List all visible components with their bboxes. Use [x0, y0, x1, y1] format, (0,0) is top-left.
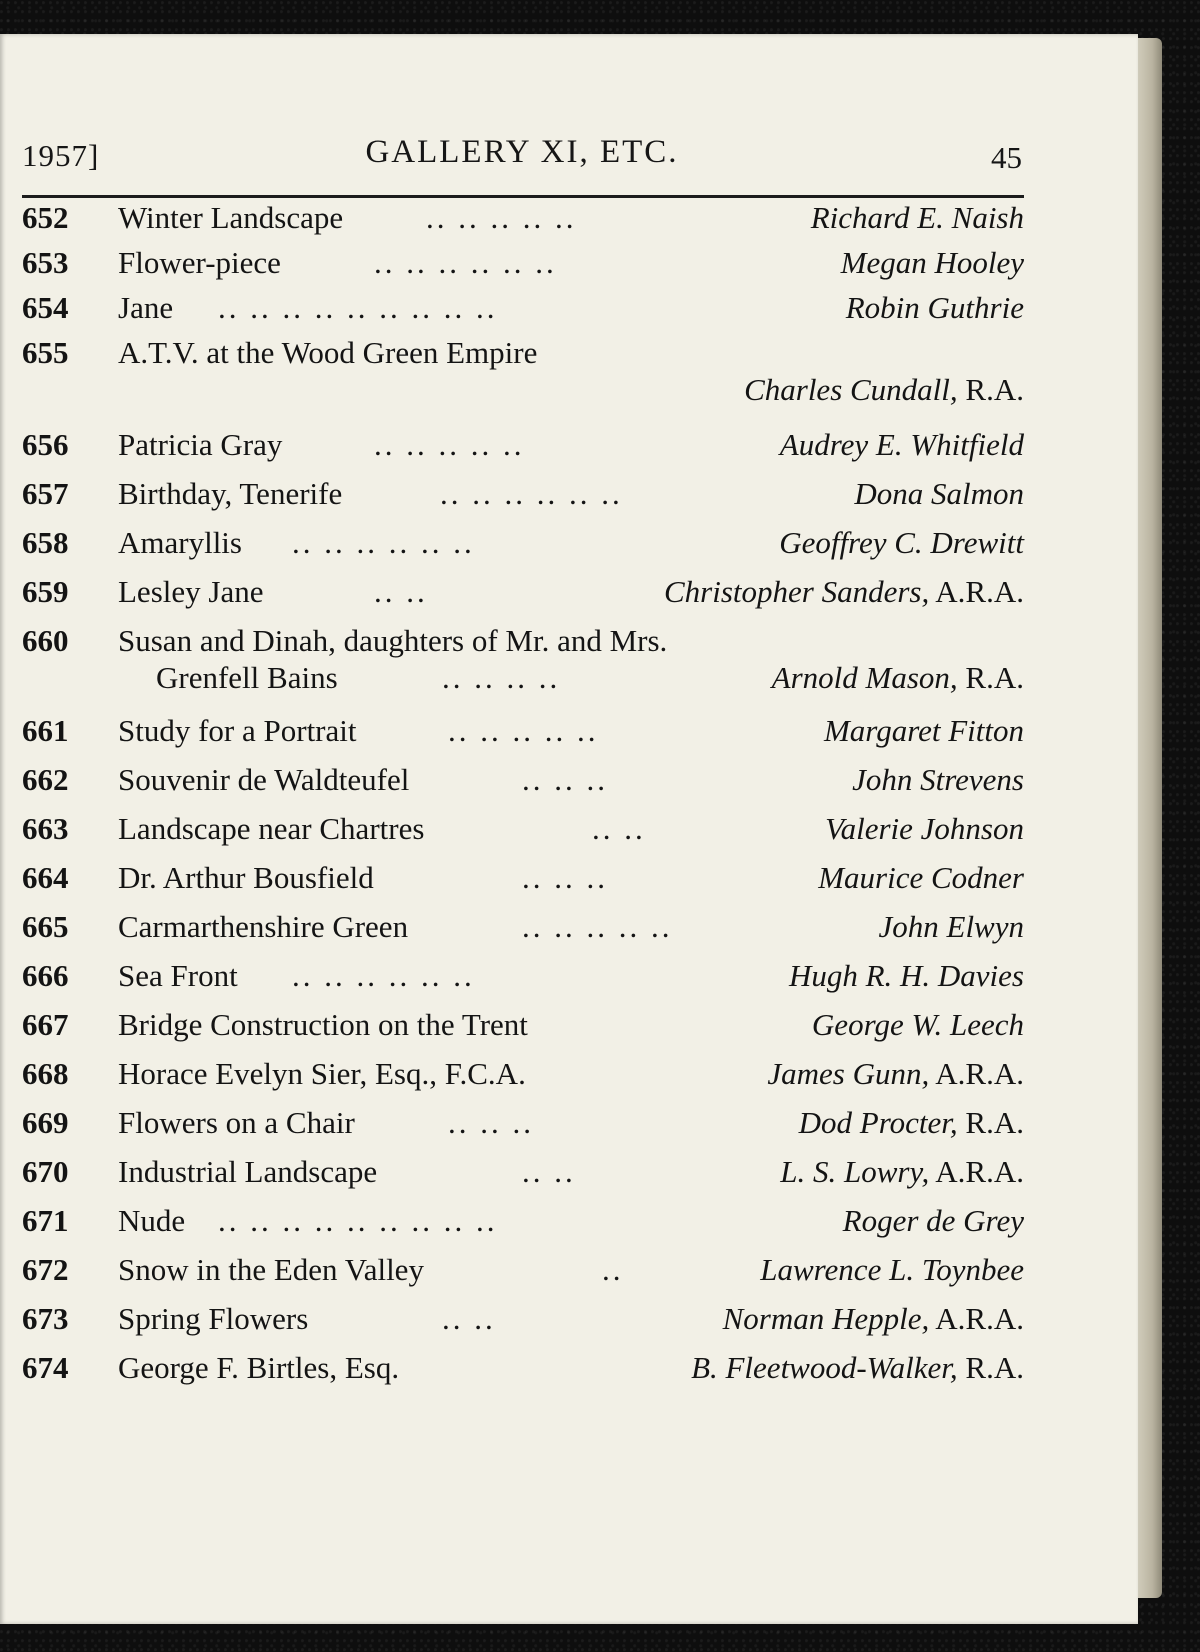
- entry-title: Snow in the Eden Valley: [118, 1252, 424, 1287]
- entry-artist: [852, 762, 1024, 798]
- entry-artist: [744, 372, 1024, 408]
- entry-title: Landscape near Chartres: [118, 811, 425, 846]
- entry-title: Susan and Dinah, daughters of Mr. and Mrs.: [118, 623, 668, 658]
- entry-number: 653: [22, 245, 69, 280]
- artist-name: Lawrence L. Toynbee: [760, 1252, 1024, 1287]
- leader-dots: .. .. .. .. ..: [448, 713, 599, 748]
- artist-suffix: R.A.: [957, 660, 1024, 695]
- leader-dots: .. .. .. .. .. ..: [440, 476, 623, 511]
- entry-artist: [779, 525, 1024, 561]
- entry-number: 664: [22, 860, 69, 895]
- entry-artist: [825, 811, 1024, 847]
- entry-number: 659: [22, 574, 69, 609]
- entry-artist: [843, 1203, 1024, 1239]
- entry-title: Industrial Landscape: [118, 1154, 378, 1189]
- entry-number: 665: [22, 909, 69, 944]
- entry-number: 652: [22, 200, 69, 235]
- entry-title: Nude: [118, 1203, 186, 1238]
- entry-artist: [691, 1350, 1024, 1386]
- entry-title: Amaryllis: [118, 525, 242, 560]
- header-year: 1957]: [22, 138, 100, 173]
- artist-suffix: A.R.A.: [929, 1154, 1024, 1189]
- entry-number: 658: [22, 525, 69, 560]
- artist-name: Dod Procter,: [798, 1105, 958, 1140]
- entry-title: A.T.V. at the Wood Green Empire: [118, 335, 538, 370]
- leader-dots: .. .. ..: [522, 860, 608, 895]
- leader-dots: .. .. .. .. .. .. .. .. ..: [218, 1203, 498, 1238]
- leader-dots: .. .. .. .. ..: [374, 427, 525, 462]
- artist-suffix: R.A.: [957, 1105, 1024, 1140]
- entry-artist: [723, 1301, 1024, 1337]
- entry-artist: [664, 574, 1024, 610]
- entry-title-continued: Grenfell Bains: [156, 660, 338, 695]
- entry-number: 668: [22, 1056, 69, 1091]
- artist-name: John Elwyn: [878, 909, 1024, 944]
- entry-artist: [811, 200, 1024, 236]
- artist-name: Megan Hooley: [840, 245, 1024, 280]
- entry-title: Flower-piece: [118, 245, 281, 280]
- entry-artist: [879, 909, 1025, 945]
- entry-number: 661: [22, 713, 69, 748]
- artist-name: Charles Cundall,: [744, 372, 958, 407]
- entry-artist: [789, 958, 1024, 994]
- leader-dots: .. .. ..: [448, 1105, 534, 1140]
- entry-number: 670: [22, 1154, 69, 1189]
- entry-number: 669: [22, 1105, 69, 1140]
- artist-name: Valerie Johnson: [825, 811, 1024, 846]
- entry-number: 655: [22, 335, 69, 370]
- entry-artist: [767, 1056, 1024, 1092]
- artist-name: John Strevens: [852, 762, 1024, 797]
- artist-name: Margaret Fitton: [823, 713, 1024, 748]
- entry-title: Flowers on a Chair: [118, 1105, 355, 1140]
- entry-number: 656: [22, 427, 69, 462]
- entry-number: 663: [22, 811, 69, 846]
- entry-number: 657: [22, 476, 69, 511]
- entry-number: 674: [22, 1350, 69, 1385]
- entry-title: Lesley Jane: [118, 574, 264, 609]
- leader-dots: .. .. .. .. ..: [426, 200, 577, 235]
- entry-artist: [818, 860, 1024, 896]
- entry-title: Patricia Gray: [118, 427, 283, 462]
- entry-title: Horace Evelyn Sier, Esq., F.C.A.: [118, 1056, 526, 1091]
- entry-title: Winter Landscape: [118, 200, 344, 235]
- entry-artist: [846, 290, 1024, 326]
- leader-dots: .. .. .. .. ..: [522, 909, 673, 944]
- leader-dots: .. .. .. .. .. ..: [374, 245, 557, 280]
- artist-name: George W. Leech: [811, 1007, 1024, 1042]
- entry-number: 662: [22, 762, 69, 797]
- entry-title: Jane: [118, 290, 174, 325]
- entry-title: George F. Birtles, Esq.: [118, 1350, 400, 1385]
- entry-number: 660: [22, 623, 69, 658]
- artist-name: L. S. Lowry,: [780, 1154, 930, 1189]
- entry-artist: [799, 1105, 1024, 1141]
- page-number: 45: [991, 140, 1022, 175]
- entry-artist: [780, 427, 1024, 463]
- leader-dots: .. .. ..: [522, 762, 608, 797]
- artist-name: Richard E. Naish: [810, 200, 1024, 235]
- entry-artist: [772, 660, 1024, 696]
- entry-artist: [824, 713, 1024, 749]
- leader-dots: .. .. .. .. .. ..: [292, 958, 475, 993]
- entry-number: 654: [22, 290, 69, 325]
- artist-suffix: A.R.A.: [929, 1056, 1024, 1091]
- entry-title: Bridge Construction on the Trent: [118, 1007, 528, 1042]
- leader-dots: .. ..: [442, 1301, 496, 1336]
- entry-artist: [760, 1252, 1024, 1288]
- artist-name: Norman Hepple,: [722, 1301, 930, 1336]
- artist-name: Audrey E. Whitfield: [779, 427, 1024, 462]
- entry-title: Sea Front: [118, 958, 238, 993]
- artist-name: Robin Guthrie: [845, 290, 1024, 325]
- artist-name: Dona Salmon: [854, 476, 1024, 511]
- leader-dots: ..: [602, 1252, 624, 1287]
- entry-number: 672: [22, 1252, 69, 1287]
- leader-dots: .. .. .. ..: [442, 660, 561, 695]
- entry-title: Souvenir de Waldteufel: [118, 762, 410, 797]
- header-rule: [22, 195, 1024, 198]
- artist-name: B. Fleetwood-Walker,: [691, 1350, 958, 1385]
- entry-artist: [841, 245, 1024, 281]
- entry-title: Spring Flowers: [118, 1301, 309, 1336]
- leader-dots: .. ..: [374, 574, 428, 609]
- artist-name: Roger de Grey: [842, 1203, 1024, 1238]
- running-header: [22, 130, 1022, 178]
- artist-name: Maurice Codner: [818, 860, 1024, 895]
- entry-title: Study for a Portrait: [118, 713, 357, 748]
- entry-title: Birthday, Tenerife: [118, 476, 343, 511]
- entry-title: Carmarthenshire Green: [118, 909, 409, 944]
- artist-suffix: R.A.: [957, 1350, 1024, 1385]
- entry-artist: [812, 1007, 1024, 1043]
- entry-artist: [780, 1154, 1024, 1190]
- artist-suffix: R.A.: [957, 372, 1024, 407]
- artist-suffix: A.R.A.: [929, 1301, 1024, 1336]
- artist-name: Arnold Mason,: [771, 660, 958, 695]
- entry-number: 666: [22, 958, 69, 993]
- entry-title: Dr. Arthur Bousfield: [118, 860, 374, 895]
- artist-name: Christopher Sanders,: [664, 574, 930, 609]
- entry-artist: [854, 476, 1024, 512]
- leader-dots: .. .. .. .. .. ..: [292, 525, 475, 560]
- entry-number: 671: [22, 1203, 69, 1238]
- artist-suffix: A.R.A.: [929, 574, 1024, 609]
- artist-name: Geoffrey C. Drewitt: [779, 525, 1024, 560]
- leader-dots: .. ..: [522, 1154, 576, 1189]
- leader-dots: .. ..: [592, 811, 646, 846]
- leader-dots: .. .. .. .. .. .. .. .. ..: [218, 290, 498, 325]
- entry-number: 667: [22, 1007, 69, 1042]
- page-title: GALLERY XI, ETC.: [365, 134, 679, 170]
- entry-number: 673: [22, 1301, 69, 1336]
- artist-name: James Gunn,: [767, 1056, 930, 1091]
- artist-name: Hugh R. H. Davies: [788, 958, 1024, 993]
